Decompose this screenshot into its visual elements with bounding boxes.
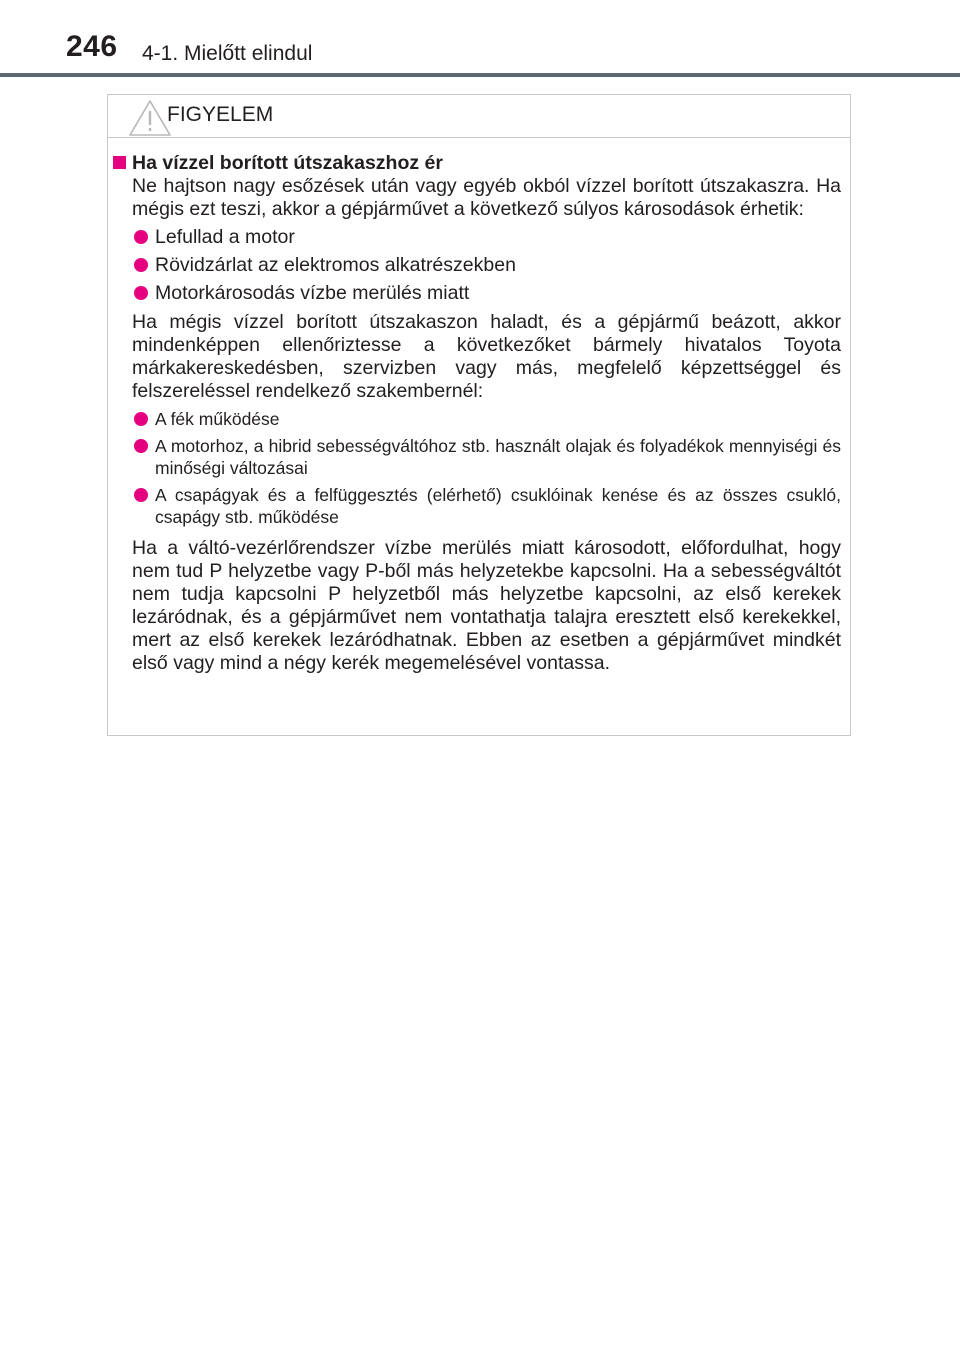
- warning-subheading: [107, 152, 841, 175]
- warning-triangle-icon: [128, 99, 172, 137]
- bullet-dot-icon: [134, 488, 148, 502]
- damage-list: [107, 226, 841, 305]
- bullet-dot-icon: [134, 258, 148, 272]
- list-item: [107, 484, 841, 528]
- list-item: [107, 282, 841, 305]
- list-item-text: Motorkárosodás vízbe merülés miatt: [155, 282, 470, 304]
- list-item-text: A motorhoz, a hibrid sebességváltóhoz stb. használt olajak és folyadékok mennyiségi és minőségi változásai: [155, 436, 841, 478]
- warning-content: [107, 152, 841, 675]
- warning-label: FIGYELEM: [167, 103, 274, 126]
- list-item: [107, 435, 841, 479]
- bullet-dot-icon: [134, 439, 148, 453]
- list-item: [107, 408, 841, 430]
- inspection-list: [107, 408, 841, 528]
- warning-header: [108, 95, 850, 138]
- list-item: [107, 254, 841, 277]
- bullet-dot-icon: [134, 412, 148, 426]
- subheading-text: Ha vízzel borított útszakaszhoz ér: [132, 152, 443, 174]
- bullet-dot-icon: [134, 230, 148, 244]
- list-item: [107, 226, 841, 249]
- closing-paragraph: Ha a váltó-vezérlőrendszer vízbe merülés miatt károsodott, előfordulhat, hogy nem tud P helyzetbe vagy P-ből más helyzetekbe kapcsolni. Ha a sebességváltót nem tudja kapcsolni P helyzetből más helyzetbe kapcsolni, az első kerekek lezáródnak, és a gépjárművet nem vontathatja talajra eresztett első kerekekkel, mert az első kerekek lezáródhatnak. Ebben az esetben a gépjárművet mindkét első vagy mind a négy kerék megemelésével vontassa.: [132, 537, 841, 674]
- intro-paragraph: Ne hajtson nagy esőzések után vagy egyéb okból vízzel borított útszakaszra. Ha mégis ezt teszi, akkor a gépjárművet a következő súlyos károsodások érhetik:: [132, 175, 841, 220]
- bullet-dot-icon: [134, 286, 148, 300]
- header-rule: [0, 73, 960, 77]
- section-title: 4-1. Mielőtt elindul: [142, 42, 313, 65]
- list-item-text: Rövidzárlat az elektromos alkatrészekben: [155, 254, 516, 276]
- square-bullet-icon: [113, 156, 126, 169]
- list-item-text: A csapágyak és a felfüggesztés (elérhető) csuklóinak kenése és az összes csukló, csapágy stb. működése: [155, 485, 841, 527]
- page-number: 246: [66, 30, 118, 63]
- list-item-text: Lefullad a motor: [155, 226, 295, 248]
- inspection-paragraph: Ha mégis vízzel borított útszakaszon haladt, és a gépjármű beázott, akkor mindenképpen ellenőriztesse a következőket bármely hivatalos Toyota márkakereskedésben, szervizben vagy más, megfelelő képzettséggel és felszereléssel rendelkező szakembernél:: [132, 311, 841, 402]
- list-item-text: A fék működése: [155, 409, 280, 429]
